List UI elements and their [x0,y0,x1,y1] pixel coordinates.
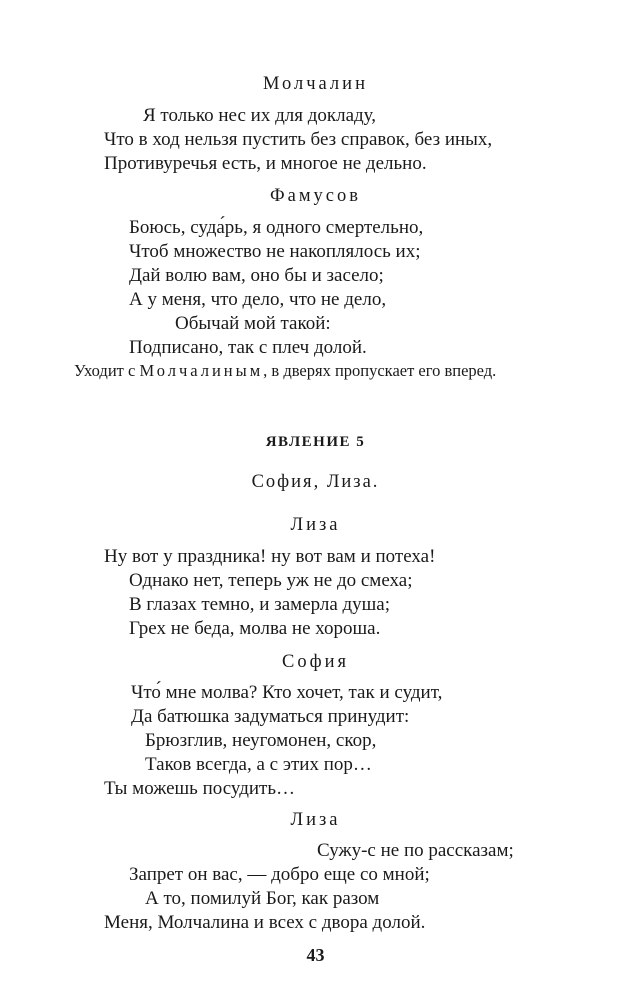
speaker-sofia: София [282,652,349,672]
verse-line: А у меня, что дело, что не дело, [129,289,387,310]
stage-direction [74,360,496,382]
verse-line: Сужу-с не по рассказам; [317,840,514,861]
stage-direction-name: Молчалиным [139,361,264,380]
verse-line: Что́ мне молва? Кто хочет, так и судит, [131,682,443,703]
verse-line: А то, помилуй Бог, как разом [145,888,380,909]
verse-line: Обычай мой такой: [175,313,331,334]
speaker-famusov: Фамусов [270,186,361,206]
page-number: 43 [306,945,325,965]
verse-line: Чтоб множество не накоплялось их; [129,241,421,262]
speaker-liza: Лиза [290,810,341,830]
verse-line: Грех не беда, молва не хороша. [129,618,381,639]
verse-line: Ты можешь посудить… [104,778,296,799]
verse-line: Брюзглив, неугомонен, скор, [145,730,377,751]
speaker-liza: Лиза [290,515,341,535]
verse-line: Противуречья есть, и многое не дельно. [104,153,427,174]
scene-title: ЯВЛЕНИЕ 5 [265,434,366,450]
verse-line: Я только нес их для докладу, [143,105,377,126]
verse-line: Ну вот у праздника! ну вот вам и потеха! [104,546,436,567]
stage-direction-before: Уходит с [74,361,140,380]
verse-line: Боюсь, суда́рь, я одного смертельно, [129,217,424,238]
stage-direction-after: , в дверях пропускает его вперед. [263,361,497,380]
verse-line: Таков всегда, а с этих пор… [145,754,372,775]
verse-line: Дай волю вам, оно бы и засело; [129,265,384,286]
verse-line: Да батюшка задуматься принудит: [131,706,410,727]
verse-line: Подписано, так с плеч долой. [129,337,367,358]
verse-line: Запрет он вас, — добро еще со мной; [129,864,430,885]
verse-line: Что в ход нельзя пустить без справок, без иных, [104,129,493,150]
verse-line: Меня, Молчалина и всех с двора долой. [104,912,426,933]
speaker-molchalin: Молчалин [263,74,368,94]
verse-line: Однако нет, теперь уж не до смеха; [129,570,413,591]
verse-line: В глазах темно, и замерла душа; [129,594,391,615]
scene-characters: София, Лиза. [251,472,380,492]
